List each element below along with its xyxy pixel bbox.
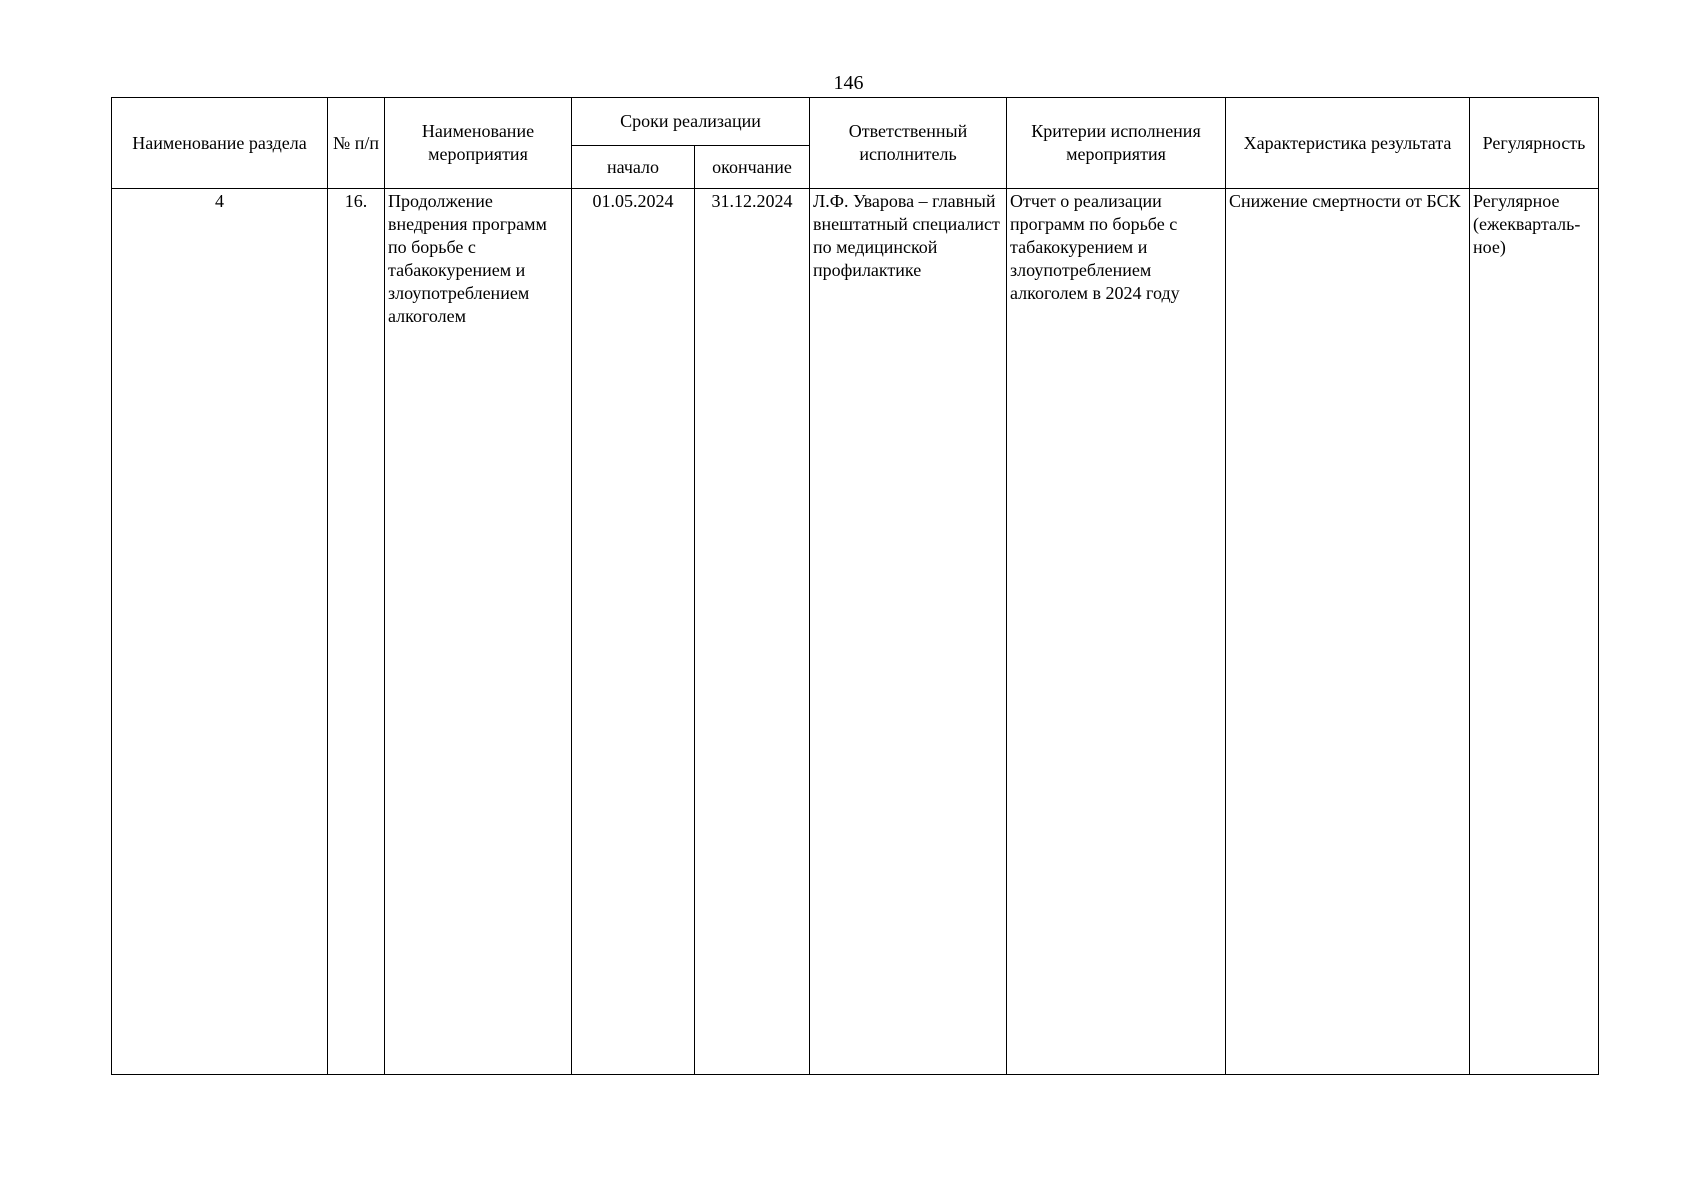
header-terms: Сроки реализации — [572, 98, 810, 146]
cell-section: 4 — [112, 189, 328, 1075]
header-section-name: Наименование раздела — [112, 98, 328, 189]
header-result: Характеристика результата — [1226, 98, 1470, 189]
header-row-1 — [112, 98, 1599, 146]
page-number: 146 — [833, 72, 864, 94]
header-start: начало — [572, 146, 695, 189]
events-table — [111, 97, 1599, 1075]
cell-responsible: Л.Ф. Уварова – главный внештатный специалист по медицинской профилактике — [810, 189, 1007, 1075]
cell-number: 16. — [328, 189, 385, 1075]
cell-end: 31.12.2024 — [695, 189, 810, 1075]
header-criteria: Критерии исполнения мероприятия — [1007, 98, 1226, 189]
cell-criteria: Отчет о реализации программ по борьбе с табакокурением и злоупотреблением алкоголем в 2024 году — [1007, 189, 1226, 1075]
cell-event: Продолжение внедрения программ по борьбе с табакокурением и злоупотреблением алкоголем — [385, 189, 572, 1075]
table-row — [112, 189, 1599, 1075]
header-responsible: Ответственный исполнитель — [810, 98, 1007, 189]
cell-regularity: Регулярное (ежекварталь-ное) — [1470, 189, 1599, 1075]
cell-start: 01.05.2024 — [572, 189, 695, 1075]
header-regularity: Регулярность — [1470, 98, 1599, 189]
header-event-name: Наименование мероприятия — [385, 98, 572, 189]
cell-result: Снижение смертности от БСК — [1226, 189, 1470, 1075]
header-number: № п/п — [328, 98, 385, 189]
header-end: окончание — [695, 146, 810, 189]
